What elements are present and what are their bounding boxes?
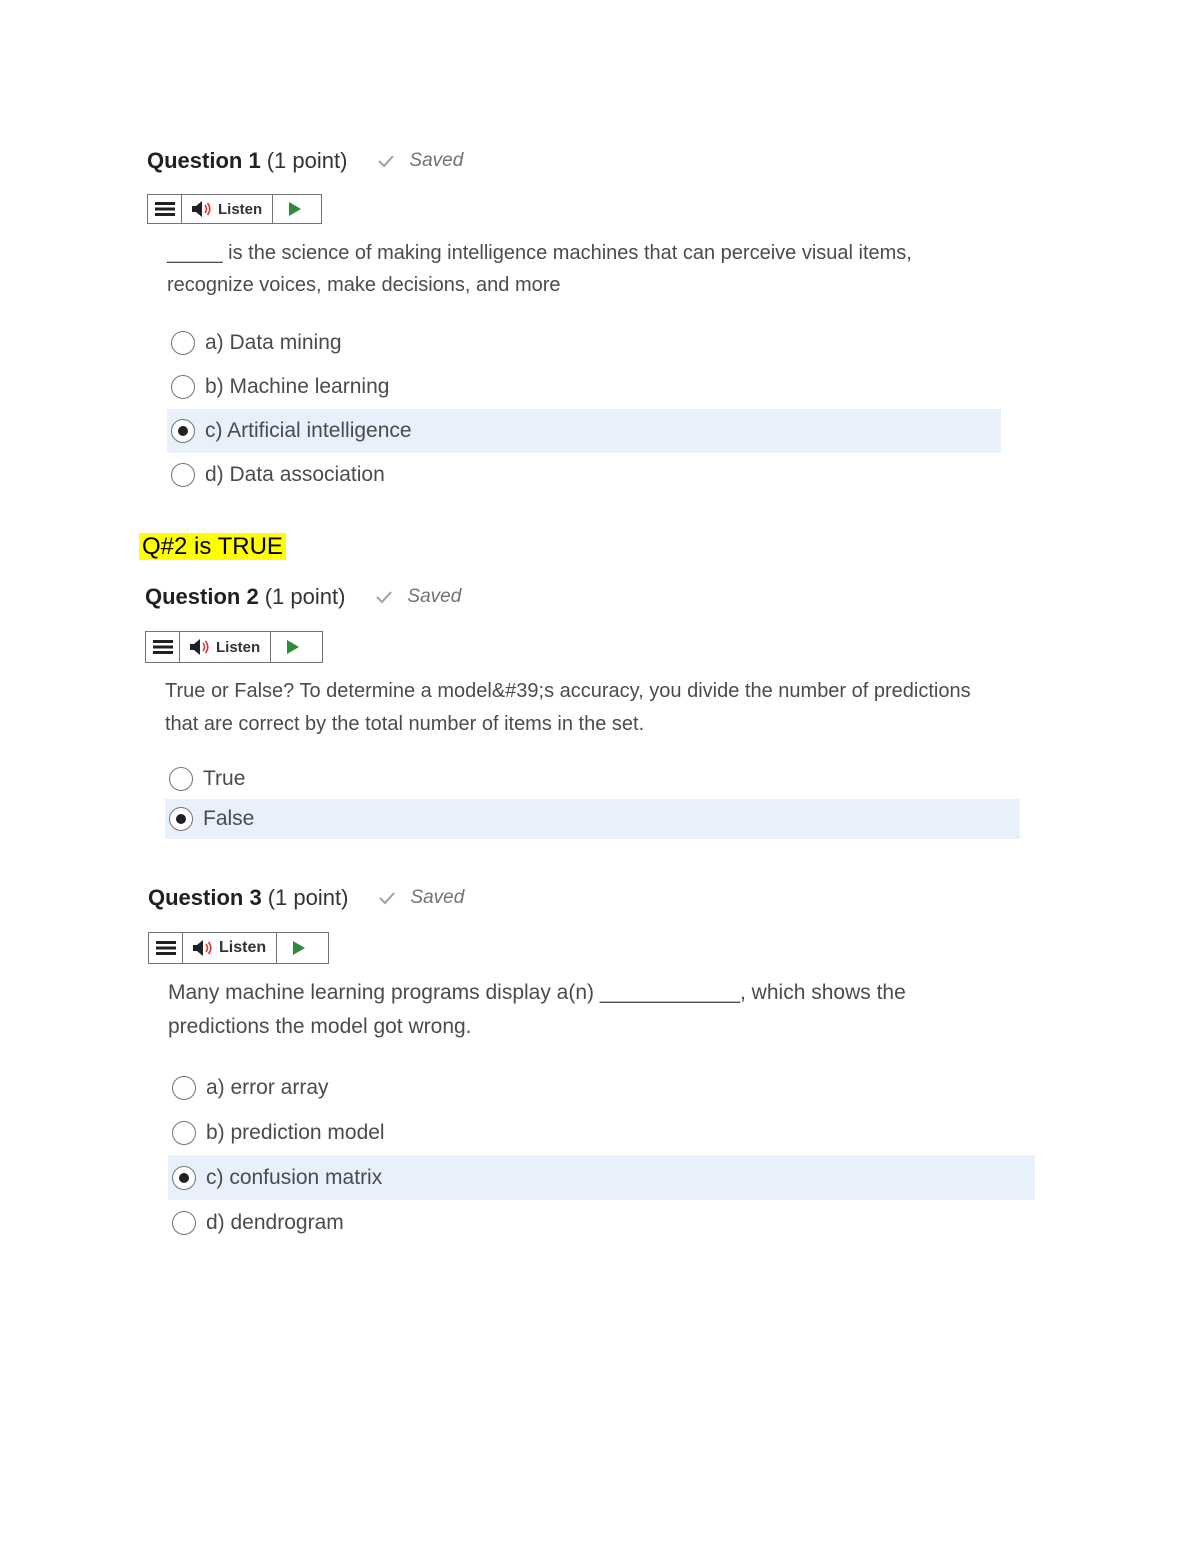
radio-button[interactable] bbox=[172, 1121, 196, 1145]
play-button[interactable] bbox=[273, 195, 317, 223]
question-1-header bbox=[147, 148, 463, 174]
saved-label: Saved bbox=[409, 150, 464, 171]
answer-note-text: Q#2 is TRUE bbox=[139, 533, 286, 560]
play-button[interactable] bbox=[271, 632, 315, 662]
saved-label: Saved bbox=[407, 586, 462, 607]
option-label: b) Machine learning bbox=[205, 375, 390, 398]
option-label: a) error array bbox=[206, 1075, 329, 1099]
listen-button[interactable] bbox=[182, 195, 273, 223]
question-number: Question 1 bbox=[147, 148, 261, 173]
menu-icon bbox=[156, 940, 176, 956]
option-radio[interactable] bbox=[167, 365, 1001, 409]
question-number: Question 3 bbox=[148, 885, 262, 910]
listen-button[interactable] bbox=[183, 933, 277, 963]
listen-label: Listen bbox=[218, 200, 263, 218]
option-label: d) Data association bbox=[205, 463, 385, 486]
saved-status bbox=[377, 150, 463, 172]
listen-label: Listen bbox=[216, 638, 261, 656]
speaker-icon bbox=[191, 201, 213, 217]
menu-icon bbox=[153, 639, 173, 655]
menu-button[interactable] bbox=[146, 632, 180, 662]
play-icon bbox=[289, 202, 301, 216]
radio-button-checked[interactable] bbox=[169, 807, 193, 831]
option-label: c) Artificial intelligence bbox=[205, 419, 412, 442]
option-radio-selected[interactable] bbox=[168, 1155, 1035, 1200]
question-points: (1 point) bbox=[264, 584, 346, 609]
play-icon bbox=[287, 640, 299, 654]
option-label: c) confusion matrix bbox=[206, 1165, 383, 1189]
answer-note bbox=[139, 532, 286, 562]
check-icon bbox=[375, 590, 393, 604]
check-icon bbox=[377, 154, 395, 168]
saved-label: Saved bbox=[410, 887, 465, 908]
option-label: b) prediction model bbox=[206, 1120, 385, 1144]
listen-label: Listen bbox=[219, 939, 267, 956]
option-radio[interactable] bbox=[168, 1065, 1035, 1110]
question-prompt: _____ is the science of making intelligence machines that can perceive visual items, recognize voices, make decisions, and more bbox=[167, 242, 912, 296]
saved-status bbox=[378, 887, 464, 909]
option-label: False bbox=[203, 807, 255, 830]
readspeaker-toolbar bbox=[147, 194, 322, 224]
radio-button[interactable] bbox=[172, 1076, 196, 1100]
option-radio-selected[interactable] bbox=[167, 409, 1001, 453]
menu-button[interactable] bbox=[149, 933, 183, 963]
play-icon bbox=[293, 941, 305, 955]
radio-button-checked[interactable] bbox=[172, 1166, 196, 1190]
option-radio[interactable] bbox=[168, 1200, 1035, 1245]
radio-button[interactable] bbox=[172, 1211, 196, 1235]
question-1-options bbox=[167, 321, 1001, 497]
option-label: a) Data mining bbox=[205, 331, 342, 354]
play-button[interactable] bbox=[277, 933, 321, 963]
option-label: d) dendrogram bbox=[206, 1210, 344, 1234]
radio-button[interactable] bbox=[171, 331, 195, 355]
question-points: (1 point) bbox=[267, 885, 349, 910]
menu-button[interactable] bbox=[148, 195, 182, 223]
option-radio[interactable] bbox=[167, 453, 1001, 497]
speaker-icon bbox=[192, 940, 214, 956]
question-prompt: True or False? To determine a model&#39;s accuracy, you divide the number of predictions that are correct by the total number of items in the set. bbox=[165, 680, 971, 735]
menu-icon bbox=[155, 201, 175, 217]
speaker-icon bbox=[189, 639, 211, 655]
radio-button[interactable] bbox=[169, 767, 193, 791]
question-2-options bbox=[165, 759, 1020, 839]
option-radio[interactable] bbox=[168, 1110, 1035, 1155]
option-radio[interactable] bbox=[167, 321, 1001, 365]
radio-button-checked[interactable] bbox=[171, 419, 195, 443]
listen-button[interactable] bbox=[180, 632, 271, 662]
check-icon bbox=[378, 891, 396, 905]
readspeaker-toolbar bbox=[145, 631, 323, 663]
question-3-options bbox=[168, 1065, 1035, 1245]
question-prompt: Many machine learning programs display a(n) ____________, which shows the predictions the model got wrong. bbox=[168, 981, 906, 1038]
radio-button[interactable] bbox=[171, 463, 195, 487]
radio-dot bbox=[178, 426, 188, 436]
option-label: True bbox=[203, 767, 246, 790]
option-radio[interactable] bbox=[165, 759, 1020, 799]
option-radio-selected[interactable] bbox=[165, 799, 1020, 839]
question-3-header bbox=[148, 885, 464, 911]
question-number: Question 2 bbox=[145, 584, 259, 609]
question-points: (1 point) bbox=[266, 148, 348, 173]
readspeaker-toolbar bbox=[148, 932, 329, 964]
question-2-header bbox=[145, 584, 461, 610]
radio-dot bbox=[176, 814, 186, 824]
radio-button[interactable] bbox=[171, 375, 195, 399]
radio-dot bbox=[179, 1173, 189, 1183]
saved-status bbox=[375, 586, 461, 608]
